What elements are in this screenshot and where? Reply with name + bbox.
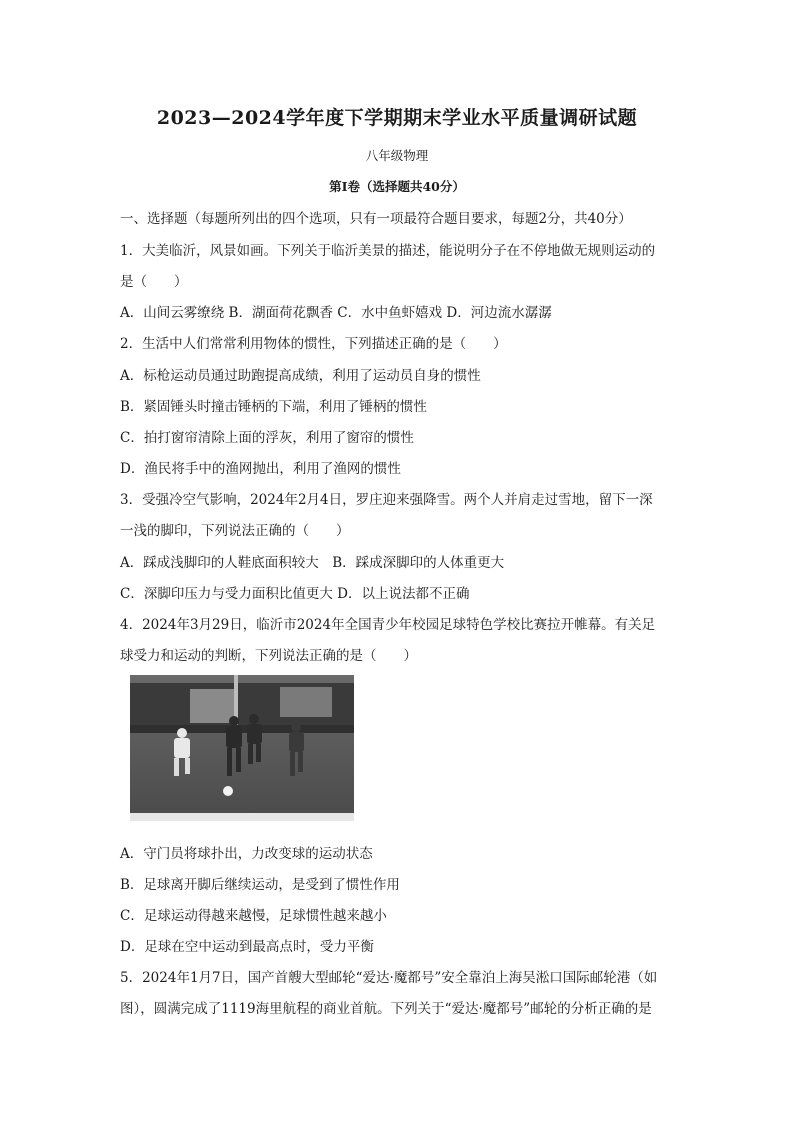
question-4-option-a: A．守门员将球扑出，力改变球的运动状态 [120,846,373,862]
question-3-options-cd: C．深脚印压力与受力面积比值更大 D．以上说法都不正确 [120,586,470,602]
question-2-option-d: D．渔民将手中的渔网抛出，利用了渔网的惯性 [120,461,401,477]
exam-subtitle: 八年级物理 [365,148,429,163]
question-5-stem-line-1: 5．2024年1月7日，国产首艘大型邮轮“爱达·魔都号”安全靠泊上海吴淞口国际邮轮港（如 [120,970,658,986]
question-1-stem-line-2: 是（ ） [120,274,188,290]
question-2-option-c: C．拍打窗帘清除上面的浮灰，利用了窗帘的惯性 [120,430,414,446]
question-4-stem-line-2: 球受力和运动的判断，下列说法正确的是（ ） [120,648,417,664]
question-1-stem-line-1: 1．大美临沂，风景如画。下列关于临沂美景的描述，能说明分子在不停地做无规则运动的 [120,243,656,259]
question-2-option-b: B．紧固锤头时撞击锤柄的下端，利用了锤柄的惯性 [120,399,427,415]
question-3-stem-line-1: 3．受强冷空气影响，2024年2月4日，罗庄迎来强降雪。两个人并肩走过雪地，留下一深 [120,492,653,508]
exam-title: 2023—2024学年度下学期期末学业水平质量调研试题 [156,107,638,129]
football-match-photo [130,675,354,821]
question-5-stem-line-2: 图），圆满完成了1119海里航程的商业首航。下列关于“爱达·魔都号”邮轮的分析正确的是 [120,1001,652,1017]
question-3-stem-line-2: 一浅的脚印，下列说法正确的（ ） [120,523,350,539]
question-4-stem-line-1: 4．2024年3月29日，临沂市2024年全国青少年校园足球特色学校比赛拉开帷幕。有关足 [120,617,656,633]
instruction-text: 一、选择题（每题所列出的四个选项，只有一项最符合题目要求，每题2分，共40分） [120,211,632,227]
question-1-options: A．山间云雾缭绕 B．湖面荷花飘香 C．水中鱼虾嬉戏 D．河边流水潺潺 [120,305,552,321]
question-3-options-ab: A．踩成浅脚印的人鞋底面积较大 B．踩成深脚印的人体重更大 [120,555,505,571]
question-2-stem: 2．生活中人们常常利用物体的惯性，下列描述正确的是（ ） [120,336,507,352]
question-4-option-b: B．足球离开脚后继续运动，是受到了惯性作用 [120,877,400,893]
question-4-option-d: D．足球在空中运动到最高点时，受力平衡 [120,939,374,955]
question-2-option-a: A．标枪运动员通过助跑提高成绩，利用了运动员自身的惯性 [120,368,481,384]
section-title: 第Ⅰ卷（选择题共40分） [329,179,465,194]
question-4-option-c: C．足球运动得越来越慢，足球惯性越来越小 [120,908,387,924]
